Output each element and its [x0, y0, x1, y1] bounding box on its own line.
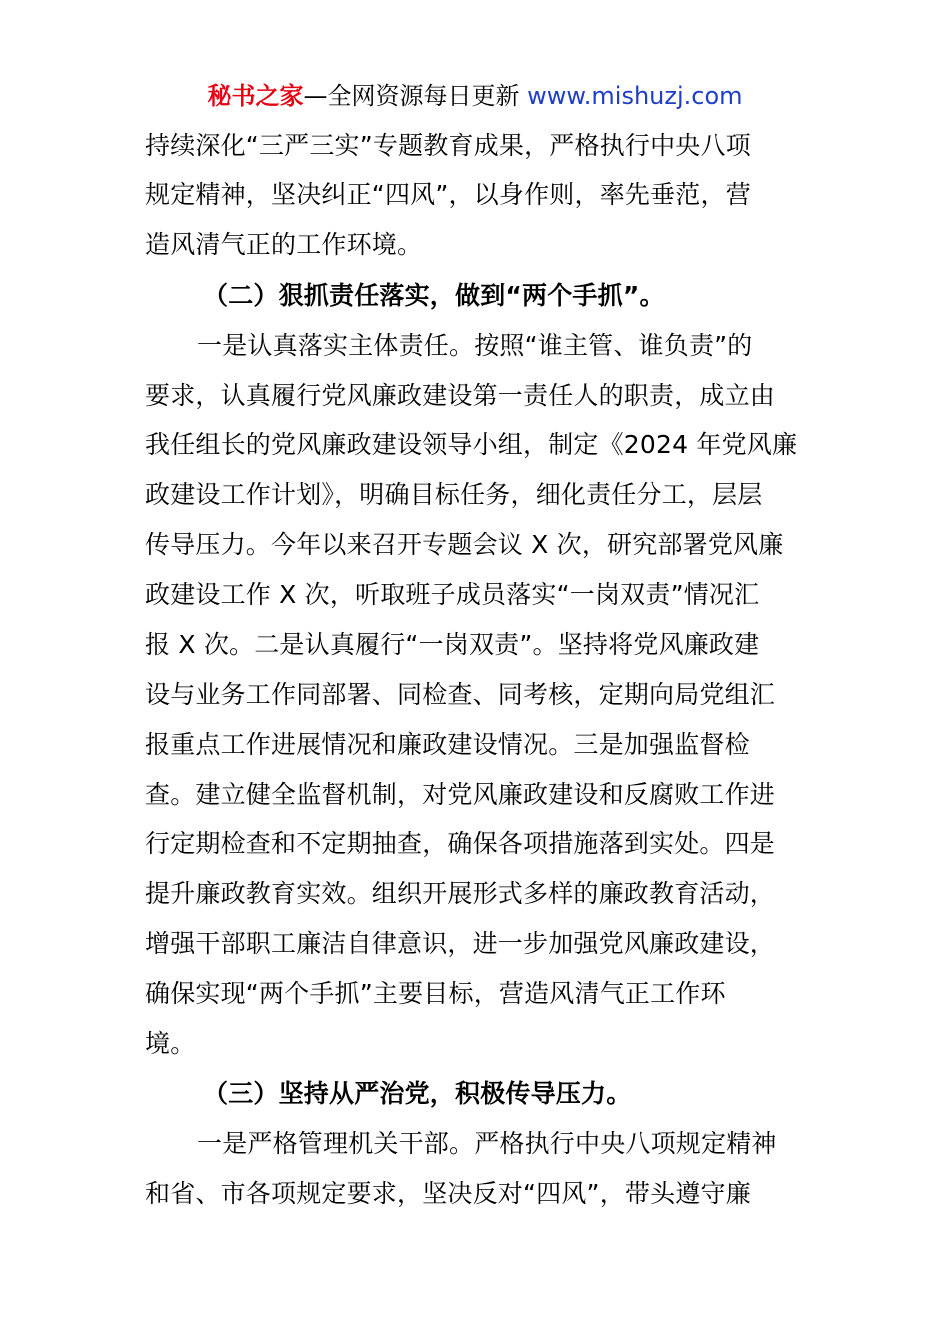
paragraph-line: 报 X 次。二是认真履行“一岗双责”。坚持将党风廉政建: [145, 630, 760, 659]
paragraph-line: 增强干部职工廉洁自律意识，进一步加强党风廉政建设，: [145, 929, 776, 958]
paragraph-line: 要求，认真履行党风廉政建设第一责任人的职责，成立由: [145, 381, 776, 410]
paragraph-line: 政建设工作 X 次，听取班子成员落实“一岗双责”情况汇: [145, 580, 760, 609]
site-header: [0, 79, 950, 113]
section-heading-3: （三）坚持从严治党，积极传导压力。: [203, 1079, 632, 1108]
paragraph-line: 一是严格管理机关干部。严格执行中央八项规定精神: [197, 1129, 777, 1158]
site-tagline: —全网资源每日更新: [303, 82, 520, 110]
site-brand: 秘书之家: [207, 82, 304, 110]
paragraph-line: 规定精神，坚决纠正“四风”，以身作则，率先垂范，营: [145, 180, 751, 209]
paragraph-line: 造风清气正的工作环境。: [145, 230, 423, 259]
site-url-link[interactable]: www.mishuzj.com: [527, 82, 743, 110]
paragraph-line: 确保实现“两个手抓”主要目标，营造风清气正工作环: [145, 979, 726, 1008]
paragraph-line: 设与业务工作同部署、同检查、同考核，定期向局党组汇: [145, 680, 776, 709]
paragraph-line: 查。建立健全监督机制，对党风廉政建设和反腐败工作进: [145, 780, 776, 809]
paragraph-line: 报重点工作进展情况和廉政建设情况。三是加强监督检: [145, 730, 750, 759]
paragraph-line: 和省、市各项规定要求，坚决反对“四风”，带头遵守廉: [145, 1179, 751, 1208]
paragraph-line: 境。: [145, 1029, 196, 1058]
paragraph-line: 提升廉政教育实效。组织开展形式多样的廉政教育活动，: [145, 879, 776, 908]
paragraph-line: 政建设工作计划》，明确目标任务，细化责任分工，层层: [145, 480, 763, 509]
paragraph-line: 持续深化“三严三实”专题教育成果，严格执行中央八项: [145, 131, 751, 160]
paragraph-line: 行定期检查和不定期抽查，确保各项措施落到实处。四是: [145, 829, 776, 858]
paragraph-line: 我任组长的党风廉政建设领导小组，制定《2024 年党风廉: [145, 430, 798, 459]
paragraph-line: 一是认真落实主体责任。按照“谁主管、谁负责”的: [197, 331, 753, 360]
section-heading-2: （二）狠抓责任落实，做到“两个手抓”。: [203, 281, 665, 310]
paragraph-line: 传导压力。今年以来召开专题会议 X 次，研究部署党风廉: [145, 530, 784, 559]
